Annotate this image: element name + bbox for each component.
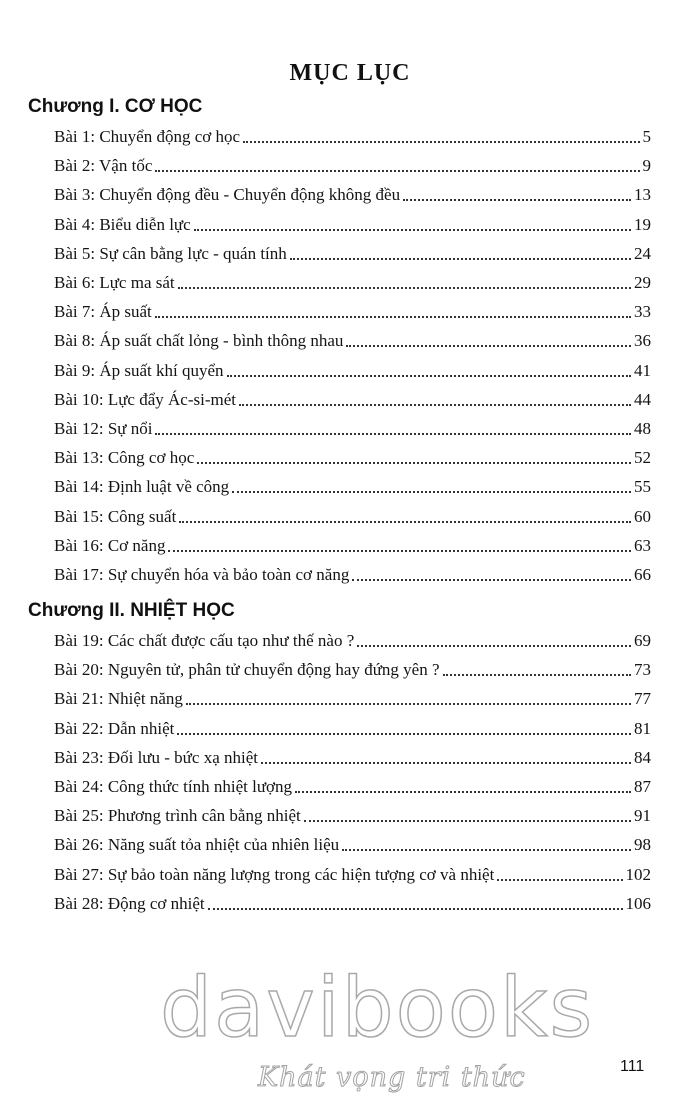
- toc-entry[interactable]: [54, 746, 651, 770]
- dot-leader: [290, 252, 631, 260]
- watermark-slogan: Khát vọng tri thức: [258, 1062, 526, 1093]
- toc-entry[interactable]: [54, 271, 651, 295]
- toc-entry-page: 106: [625, 893, 651, 913]
- toc-entry-label: Bài 25: Phương trình cân bằng nhiệt: [54, 806, 301, 826]
- toc-entry-label: Bài 10: Lực đẩy Ác-si-mét: [54, 389, 236, 409]
- toc-entry-label: Bài 28: Động cơ nhiệt: [54, 893, 205, 913]
- toc-entry[interactable]: [54, 505, 651, 529]
- chapter-heading-1: Chương I. CƠ HỌC: [28, 96, 203, 117]
- toc-entry[interactable]: [54, 804, 651, 828]
- toc-entry-page: 98: [634, 835, 651, 855]
- toc-entry-label: Bài 13: Công cơ học: [54, 448, 195, 468]
- toc-entry[interactable]: [54, 329, 651, 353]
- toc-entry-label: Bài 17: Sự chuyển hóa và bảo toàn cơ năng: [54, 565, 350, 584]
- toc-entry-label: Bài 12: Sự nổi: [54, 419, 153, 438]
- toc-entry[interactable]: [54, 534, 651, 558]
- toc-entry[interactable]: [54, 475, 651, 499]
- dot-leader: [497, 873, 622, 881]
- toc-entry-page: 41: [634, 360, 651, 380]
- toc-entry[interactable]: [54, 359, 651, 383]
- toc-entry-label: Bài 1: Chuyển động cơ học: [54, 127, 241, 146]
- dot-leader: [443, 668, 631, 676]
- watermark-brand: davibooks: [160, 961, 595, 1056]
- toc-entry-label: Bài 4: Biểu diễn lực: [54, 214, 191, 234]
- toc-entry-page: 24: [634, 243, 651, 263]
- dot-leader: [208, 902, 623, 910]
- toc-entry-page: 91: [634, 806, 651, 826]
- toc-entry-label: Bài 20: Nguyên tử, phân tử chuyển động hay đứng yên ?: [54, 660, 440, 680]
- toc-entry[interactable]: [54, 687, 651, 711]
- toc-entry-label: Bài 2: Vận tốc: [54, 156, 153, 176]
- dot-leader: [261, 756, 631, 764]
- toc-entry-page: 63: [634, 535, 651, 555]
- dot-leader: [346, 339, 631, 347]
- toc-entry-page: 87: [634, 777, 651, 796]
- toc-entry-page: 29: [634, 273, 651, 292]
- toc-entry-page: 55: [634, 477, 651, 497]
- toc-entry-label: Bài 8: Áp suất chất lỏng - bình thông nhau: [54, 331, 344, 351]
- dot-leader: [304, 814, 631, 822]
- toc-entry[interactable]: [54, 833, 651, 857]
- dot-leader: [403, 193, 631, 201]
- toc-entry[interactable]: [54, 775, 651, 799]
- toc-entry-label: Bài 23: Đối lưu - bức xạ nhiệt: [54, 747, 258, 767]
- toc-entry[interactable]: [54, 213, 651, 237]
- dot-leader: [186, 697, 631, 705]
- dot-leader: [239, 398, 631, 406]
- toc-entry-label: Bài 15: Công suất: [54, 506, 177, 526]
- toc-entry[interactable]: [54, 417, 651, 441]
- toc-entry-label: Bài 16: Cơ năng: [54, 535, 166, 555]
- dot-leader: [178, 281, 631, 289]
- toc-entry-page: 102: [625, 864, 651, 884]
- dot-leader: [155, 164, 639, 172]
- toc-entry-label: Bài 24: Công thức tính nhiệt lượng: [54, 777, 293, 796]
- toc-entry-page: 5: [642, 127, 651, 146]
- toc-entry[interactable]: [54, 154, 651, 178]
- toc-entry[interactable]: [54, 300, 651, 324]
- toc-entry-label: Bài 6: Lực ma sát: [54, 273, 175, 292]
- chapter-heading-2: Chương II. NHIỆT HỌC: [28, 600, 235, 621]
- toc-entry-label: Bài 26: Năng suất tỏa nhiệt của nhiên liệu: [54, 835, 340, 855]
- toc-entry-page: 52: [634, 448, 651, 468]
- dot-leader: [227, 369, 631, 377]
- toc-entry[interactable]: [54, 388, 651, 412]
- toc-entry-page: 66: [634, 565, 651, 584]
- dot-leader: [179, 515, 631, 523]
- toc-entry[interactable]: [54, 863, 651, 887]
- toc-entry[interactable]: [54, 242, 651, 266]
- toc-entry-label: Bài 9: Áp suất khí quyển: [54, 360, 224, 380]
- dot-leader: [295, 785, 631, 793]
- toc-entry[interactable]: [54, 125, 651, 149]
- toc-entry-page: 33: [634, 302, 651, 322]
- toc-entry[interactable]: [54, 563, 651, 587]
- toc-entry-page: 19: [634, 214, 651, 234]
- toc-entry-label: Bài 3: Chuyển động đều - Chuyển động không đều: [54, 185, 401, 205]
- dot-leader: [168, 544, 631, 552]
- toc-entry-page: 36: [634, 331, 651, 351]
- dot-leader: [232, 485, 631, 493]
- toc-entry-page: 77: [634, 689, 651, 709]
- dot-leader: [155, 310, 631, 318]
- page-title: MỤC LỤC: [289, 60, 411, 86]
- dot-leader: [155, 427, 631, 435]
- dot-leader: [243, 135, 639, 143]
- toc-entry-label: Bài 19: Các chất được cấu tạo như thế nào ?: [54, 631, 355, 650]
- toc-entry[interactable]: [54, 629, 651, 653]
- toc-entry[interactable]: [54, 446, 651, 470]
- toc-entry-page: 84: [634, 747, 651, 767]
- toc-entry-page: 9: [642, 156, 651, 176]
- toc-entry-page: 69: [634, 631, 651, 650]
- dot-leader: [342, 843, 631, 851]
- toc-entry[interactable]: [54, 892, 651, 916]
- dot-leader: [177, 727, 631, 735]
- dot-leader: [357, 639, 631, 647]
- toc-entry-label: Bài 22: Dẫn nhiệt: [54, 718, 175, 738]
- toc-entry-page: 48: [634, 419, 651, 438]
- toc-entry-label: Bài 5: Sự cân bằng lực - quán tính: [54, 243, 287, 263]
- toc-entry[interactable]: [54, 183, 651, 207]
- dot-leader: [352, 573, 631, 581]
- toc-entry-page: 44: [634, 389, 651, 409]
- toc-entry-page: 81: [634, 718, 651, 738]
- toc-entry[interactable]: [54, 658, 651, 682]
- toc-entry-page: 73: [634, 660, 651, 680]
- toc-entry-label: Bài 21: Nhiệt năng: [54, 689, 183, 709]
- dot-leader: [194, 223, 631, 231]
- page-number: 111: [620, 1058, 645, 1075]
- toc-entry-label: Bài 27: Sự bảo toàn năng lượng trong các hiện tượng cơ và nhiệt: [54, 864, 495, 884]
- toc-entry-label: Bài 14: Định luật về công: [54, 477, 230, 497]
- dot-leader: [197, 456, 631, 464]
- toc-entry-page: 13: [634, 185, 651, 205]
- toc-entry-label: Bài 7: Áp suất: [54, 302, 152, 322]
- toc-entry[interactable]: [54, 717, 651, 741]
- toc-entry-page: 60: [634, 506, 651, 526]
